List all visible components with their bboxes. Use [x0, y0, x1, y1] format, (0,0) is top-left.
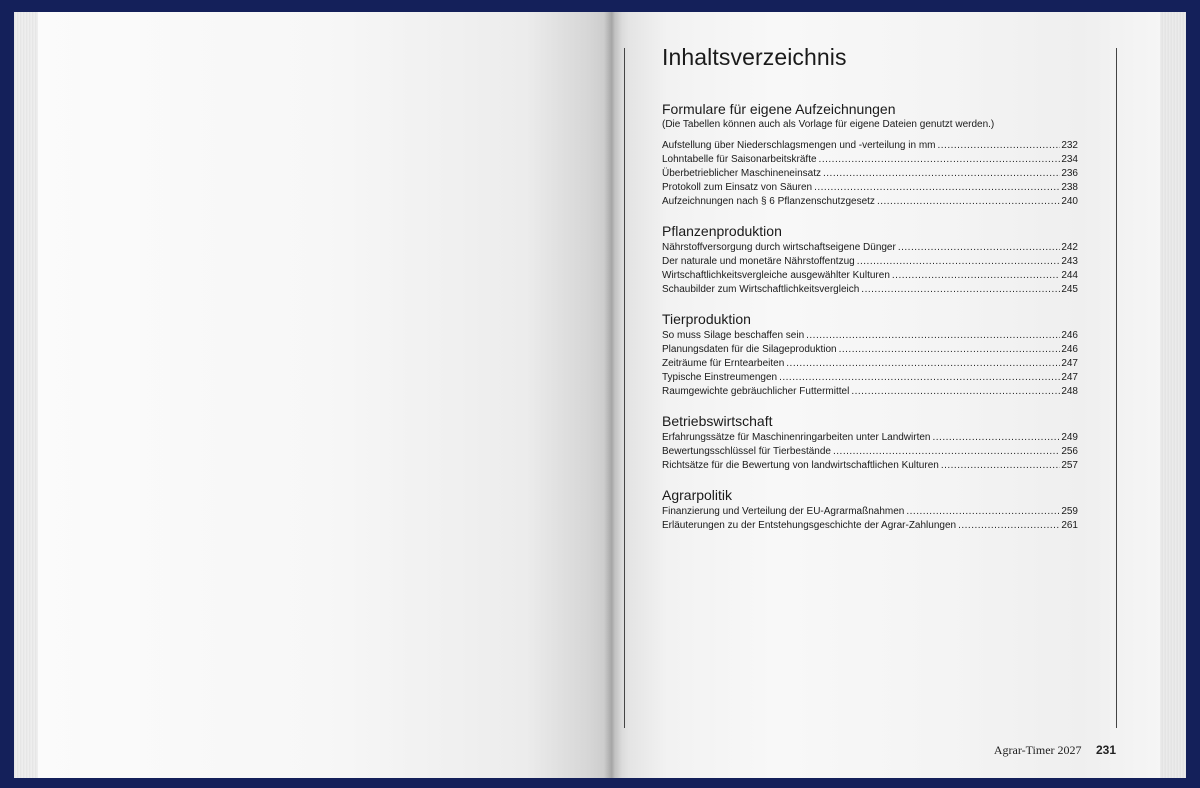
toc-section	[662, 101, 1078, 209]
dot-leader	[819, 153, 1061, 167]
toc-entry	[662, 181, 1078, 195]
dot-leader	[851, 385, 1060, 399]
entry-page-number: 247	[1061, 372, 1078, 383]
entry-page-number: 248	[1061, 386, 1078, 397]
entry-page-number: 240	[1061, 196, 1078, 207]
toc-entry	[662, 505, 1078, 519]
entry-page-number: 243	[1061, 256, 1078, 267]
dot-leader	[861, 283, 1060, 297]
toc-entry	[662, 343, 1078, 357]
entry-label: Finanzierung und Verteilung der EU-Agrarmaßnahmen	[662, 506, 905, 517]
dot-leader	[892, 269, 1060, 283]
toc-entry	[662, 431, 1078, 445]
entry-label: So muss Silage beschaffen sein	[662, 330, 805, 341]
toc-entry	[662, 385, 1078, 399]
dot-leader	[814, 181, 1060, 195]
dot-leader	[833, 445, 1060, 459]
toc-entry	[662, 269, 1078, 283]
entry-label: Der naturale und monetäre Nährstoffentzug	[662, 256, 855, 267]
toc-section	[662, 311, 1078, 399]
dot-leader	[806, 329, 1060, 343]
section-title: Betriebswirtschaft	[662, 413, 773, 429]
entry-label: Erläuterungen zu der Entstehungsgeschichte der Agrar-Zahlungen	[662, 520, 957, 531]
entry-page-number: 244	[1061, 270, 1078, 281]
toc-entry	[662, 283, 1078, 297]
entry-label: Schaubilder zum Wirtschaftlichkeitsvergleich	[662, 284, 860, 295]
entry-label: Bewertungsschlüssel für Tierbestände	[662, 446, 831, 457]
dot-leader	[906, 505, 1060, 519]
entry-label: Nährstoffversorgung durch wirtschaftseigene Dünger	[662, 242, 896, 253]
page-number: 231	[1095, 743, 1116, 757]
toc-entry	[662, 167, 1078, 181]
entry-label: Erfahrungssätze für Maschinenringarbeiten unter Landwirten	[662, 432, 931, 443]
entry-label: Planungsdaten für die Silageproduktion	[662, 344, 837, 355]
section-title: Tierproduktion	[662, 311, 751, 327]
toc-entry	[662, 445, 1078, 459]
entry-page-number: 246	[1061, 330, 1078, 341]
dot-leader	[779, 371, 1060, 385]
entry-page-number: 259	[1061, 506, 1078, 517]
toc-sections	[662, 101, 1078, 533]
running-title: Agrar-Timer 2027	[993, 743, 1082, 757]
entry-page-number: 247	[1061, 358, 1078, 369]
table-of-contents	[662, 44, 1078, 547]
entry-label: Protokoll zum Einsatz von Säuren	[662, 182, 813, 193]
entry-label: Wirtschaftlichkeitsvergleiche ausgewählter Kulturen	[662, 270, 890, 281]
entry-label: Überbetrieblicher Maschineneinsatz	[662, 168, 821, 179]
page-title: Inhaltsverzeichnis	[662, 44, 847, 70]
entry-label: Lohntabelle für Saisonarbeitskräfte	[662, 154, 817, 165]
left-page-blank	[38, 12, 612, 778]
entry-label: Aufzeichnungen nach § 6 Pflanzenschutzgesetz	[662, 196, 875, 207]
entry-page-number: 236	[1061, 168, 1078, 179]
section-title: Formulare für eigene Aufzeichnungen	[662, 101, 896, 117]
toc-entry	[662, 139, 1078, 153]
page-footer	[900, 741, 1116, 759]
entry-page-number: 246	[1061, 344, 1078, 355]
section-title: Pflanzenproduktion	[662, 223, 782, 239]
dot-leader	[823, 167, 1060, 181]
entry-label: Richtsätze für die Bewertung von landwirtschaftlichen Kulturen	[662, 460, 939, 471]
dot-leader	[839, 343, 1061, 357]
toc-section	[662, 487, 1078, 533]
entry-page-number: 261	[1061, 520, 1078, 531]
toc-entry	[662, 195, 1078, 209]
page-edges-left	[14, 12, 40, 778]
dot-leader	[898, 241, 1060, 255]
dot-leader	[941, 459, 1061, 473]
toc-entry	[662, 519, 1078, 533]
dot-leader	[857, 255, 1061, 269]
toc-entry	[662, 153, 1078, 167]
dot-leader	[937, 139, 1060, 153]
right-margin-rule	[1116, 48, 1117, 728]
entry-page-number: 232	[1061, 140, 1078, 151]
dot-leader	[786, 357, 1060, 371]
toc-section	[662, 413, 1078, 473]
toc-entry	[662, 357, 1078, 371]
entry-label: Aufstellung über Niederschlagsmengen und -verteilung in mm	[662, 140, 936, 151]
dot-leader	[958, 519, 1060, 533]
entry-page-number: 238	[1061, 182, 1078, 193]
entry-label: Raumgewichte gebräuchlicher Futtermittel	[662, 386, 850, 397]
entry-page-number: 249	[1061, 432, 1078, 443]
dot-leader	[933, 431, 1061, 445]
toc-entry	[662, 459, 1078, 473]
toc-entry	[662, 371, 1078, 385]
toc-entry	[662, 241, 1078, 255]
entry-page-number: 234	[1061, 154, 1078, 165]
book-spine-shadow	[604, 12, 622, 778]
entry-label: Zeiträume für Erntearbeiten	[662, 358, 785, 369]
page-edges-right	[1160, 12, 1186, 778]
toc-entry	[662, 329, 1078, 343]
entry-page-number: 256	[1061, 446, 1078, 457]
section-title: Agrarpolitik	[662, 487, 733, 503]
entry-page-number: 257	[1061, 460, 1078, 471]
toc-section	[662, 223, 1078, 297]
toc-entry	[662, 255, 1078, 269]
dot-leader	[877, 195, 1060, 209]
entry-label: Typische Einstreumengen	[662, 372, 778, 383]
left-margin-rule	[624, 48, 625, 728]
entry-page-number: 242	[1061, 242, 1078, 253]
section-note: (Die Tabellen können auch als Vorlage für eigene Dateien genutzt werden.)	[662, 119, 995, 130]
entry-page-number: 245	[1061, 284, 1078, 295]
